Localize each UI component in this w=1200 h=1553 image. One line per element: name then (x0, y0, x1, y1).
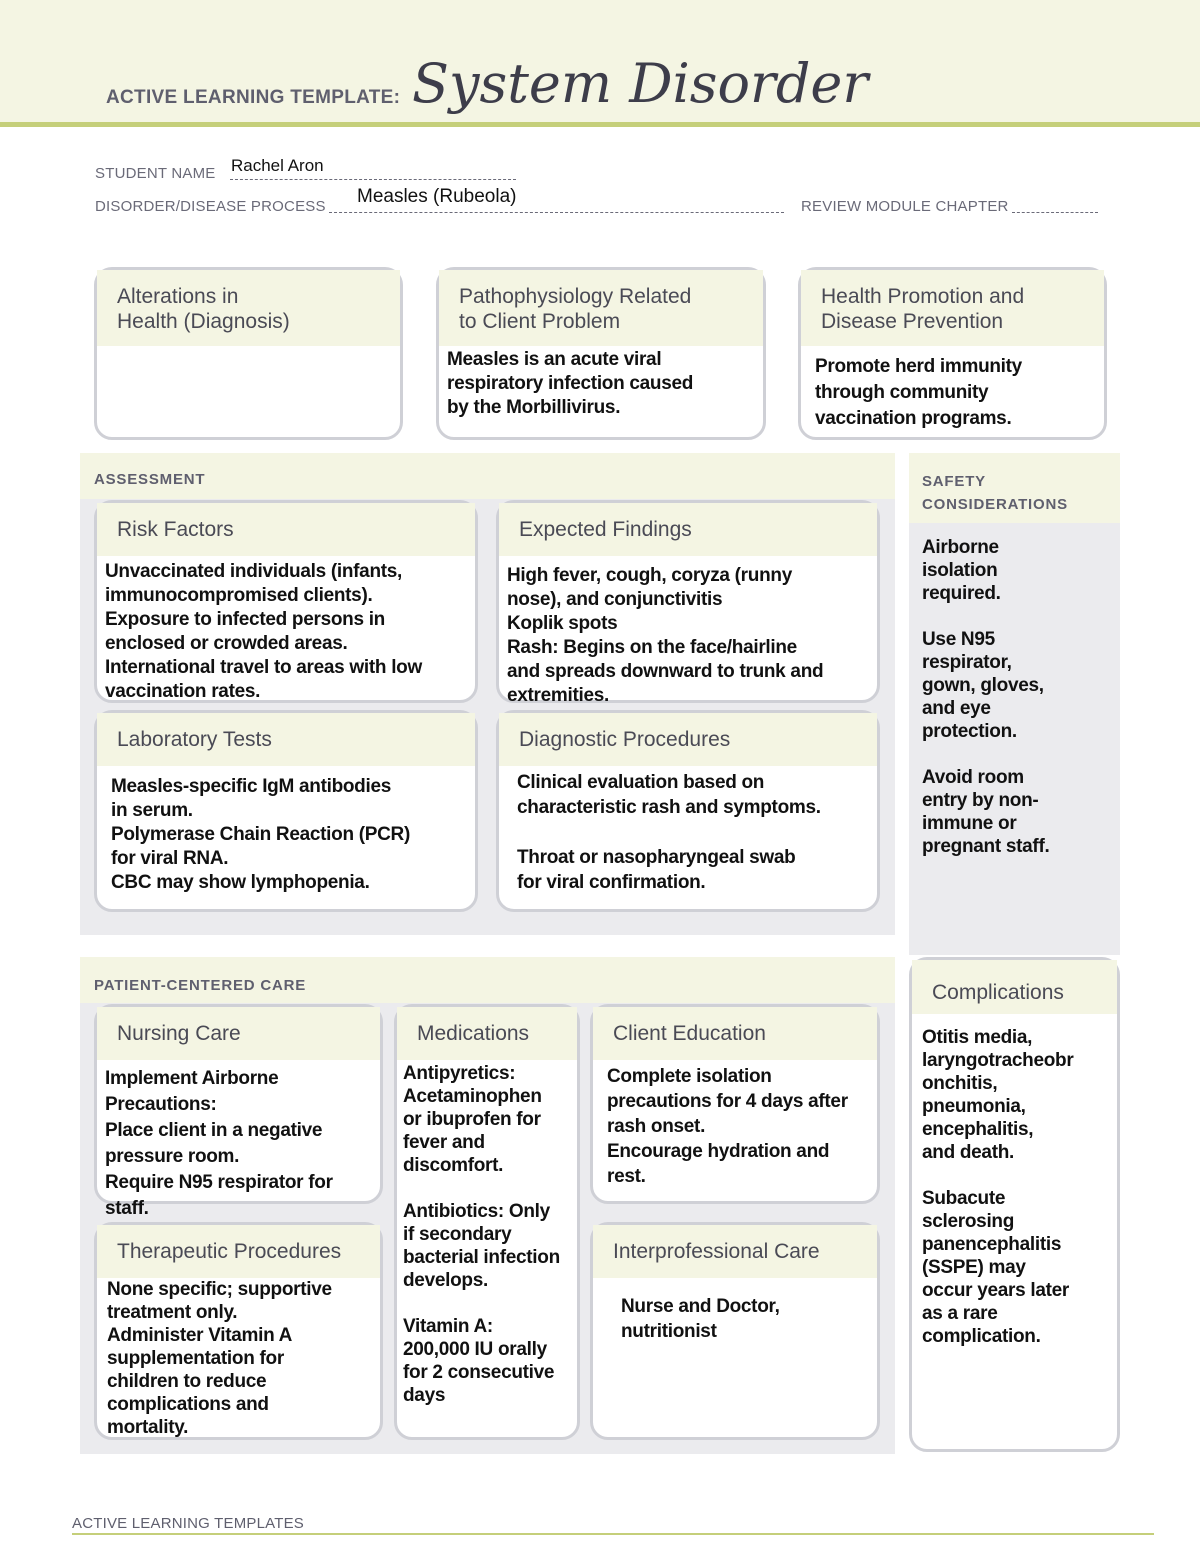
therapeutic-procedures-title: Therapeutic Procedures (97, 1225, 380, 1278)
risk-factors-body[interactable]: Unvaccinated individuals (infants, immunocompromised clients). Exposure to infected persons in enclosed or crowded areas. International travel to areas with low vaccination rates. (105, 561, 422, 702)
alterations-box (94, 267, 403, 440)
client-education-body[interactable]: Complete isolation precautions for 4 days after rash onset. Encourage hydration and rest. (607, 1066, 848, 1187)
lab-tests-box (94, 710, 478, 912)
patient-care-label: PATIENT-CENTERED CARE (94, 977, 307, 994)
medications-title: Medications (397, 1007, 577, 1060)
pathophysiology-title: Pathophysiology Related to Client Problem (439, 270, 763, 346)
disorder-field[interactable]: Measles (Rubeola) (357, 186, 517, 207)
complications-title: Complications (912, 960, 1117, 1014)
pathophysiology-body[interactable]: Measles is an acute viral respiratory infection caused by the Morbillivirus. (447, 349, 694, 418)
lab-tests-title: Laboratory Tests (97, 713, 475, 766)
therapeutic-procedures-body[interactable]: None specific; supportive treatment only. Administer Vitamin A supplementation for children to reduce complications and mortality. (107, 1279, 332, 1438)
complications-box (909, 957, 1120, 1452)
nursing-care-title: Nursing Care (97, 1007, 380, 1060)
expected-findings-body[interactable]: High fever, cough, coryza (runny nose), and conjunctivitis Koplik spots Rash: Begins on the face/hairline and spreads downward to trunk and extremities. (507, 565, 824, 706)
nursing-care-body[interactable]: Implement Airborne Precautions: Place client in a negative pressure room. Require N95 respirator for staff. (105, 1068, 333, 1219)
expected-findings-box (496, 500, 880, 706)
disorder-underline (329, 211, 784, 213)
diagnostic-procedures-body[interactable]: Clinical evaluation based on characteristic rash and symptoms. Throat or nasopharyngeal swab for viral confirmation. (517, 772, 821, 893)
client-education-title: Client Education (593, 1007, 877, 1060)
nursing-care-box (94, 1004, 383, 1219)
health-promotion-body[interactable]: Promote herd immunity through community vaccination programs. (815, 356, 1022, 429)
alterations-title: Alterations in Health (Diagnosis) (97, 270, 400, 346)
header-divider (0, 122, 1200, 127)
safety-label: SAFETY CONSIDERATIONS (922, 473, 1068, 513)
client-education-box (590, 1004, 880, 1204)
footer-label: ACTIVE LEARNING TEMPLATES (72, 1515, 304, 1532)
interprofessional-care-box (590, 1222, 880, 1440)
diagnostic-procedures-title: Diagnostic Procedures (499, 713, 877, 766)
medications-body[interactable]: Antipyretics: Acetaminophen or ibuprofen for fever and discomfort. Antibiotics: Only if secondary bacterial infection develops. Vitamin A: 200,000 IU orally for 2 consecutive days (403, 1063, 560, 1406)
interprofessional-care-body[interactable]: Nurse and Doctor, nutritionist (621, 1296, 780, 1342)
footer-divider (72, 1533, 1154, 1535)
risk-factors-box (94, 500, 478, 703)
diagnostic-procedures-box (496, 710, 880, 912)
medications-box (394, 1004, 580, 1440)
student-name-underline (230, 178, 516, 180)
health-promotion-title: Health Promotion and Disease Prevention (801, 270, 1104, 346)
student-name-label: STUDENT NAME (95, 165, 216, 182)
complications-body[interactable]: Otitis media, laryngotracheobr onchitis, pneumonia, encephalitis, and death. Subacute sclerosing panencephalitis (SSPE) may occur years later as a rare complication. (922, 1027, 1074, 1347)
health-promotion-box (798, 267, 1107, 440)
alterations-body[interactable] (97, 346, 400, 354)
student-name-field[interactable]: Rachel Aron (231, 156, 324, 175)
template-title: System Disorder (412, 52, 869, 115)
safety-body[interactable]: Airborne isolation required. Use N95 respirator, gown, gloves, and eye protection. Avoid room entry by non- immune or pregnant staff. (922, 537, 1050, 857)
review-chapter-label: REVIEW MODULE CHAPTER (801, 198, 1009, 215)
disorder-label: DISORDER/DISEASE PROCESS (95, 198, 326, 215)
template-label: ACTIVE LEARNING TEMPLATE: (106, 87, 401, 108)
assessment-label: ASSESSMENT (94, 471, 206, 488)
interprofessional-care-title: Interprofessional Care (593, 1225, 877, 1278)
therapeutic-procedures-box (94, 1222, 383, 1440)
pathophysiology-box (436, 267, 766, 440)
review-chapter-underline (1012, 211, 1098, 213)
risk-factors-title: Risk Factors (97, 503, 475, 556)
expected-findings-title: Expected Findings (499, 503, 877, 556)
lab-tests-body[interactable]: Measles-specific IgM antibodies in serum. Polymerase Chain Reaction (PCR) for viral RNA. CBC may show lymphopenia. (111, 776, 411, 893)
